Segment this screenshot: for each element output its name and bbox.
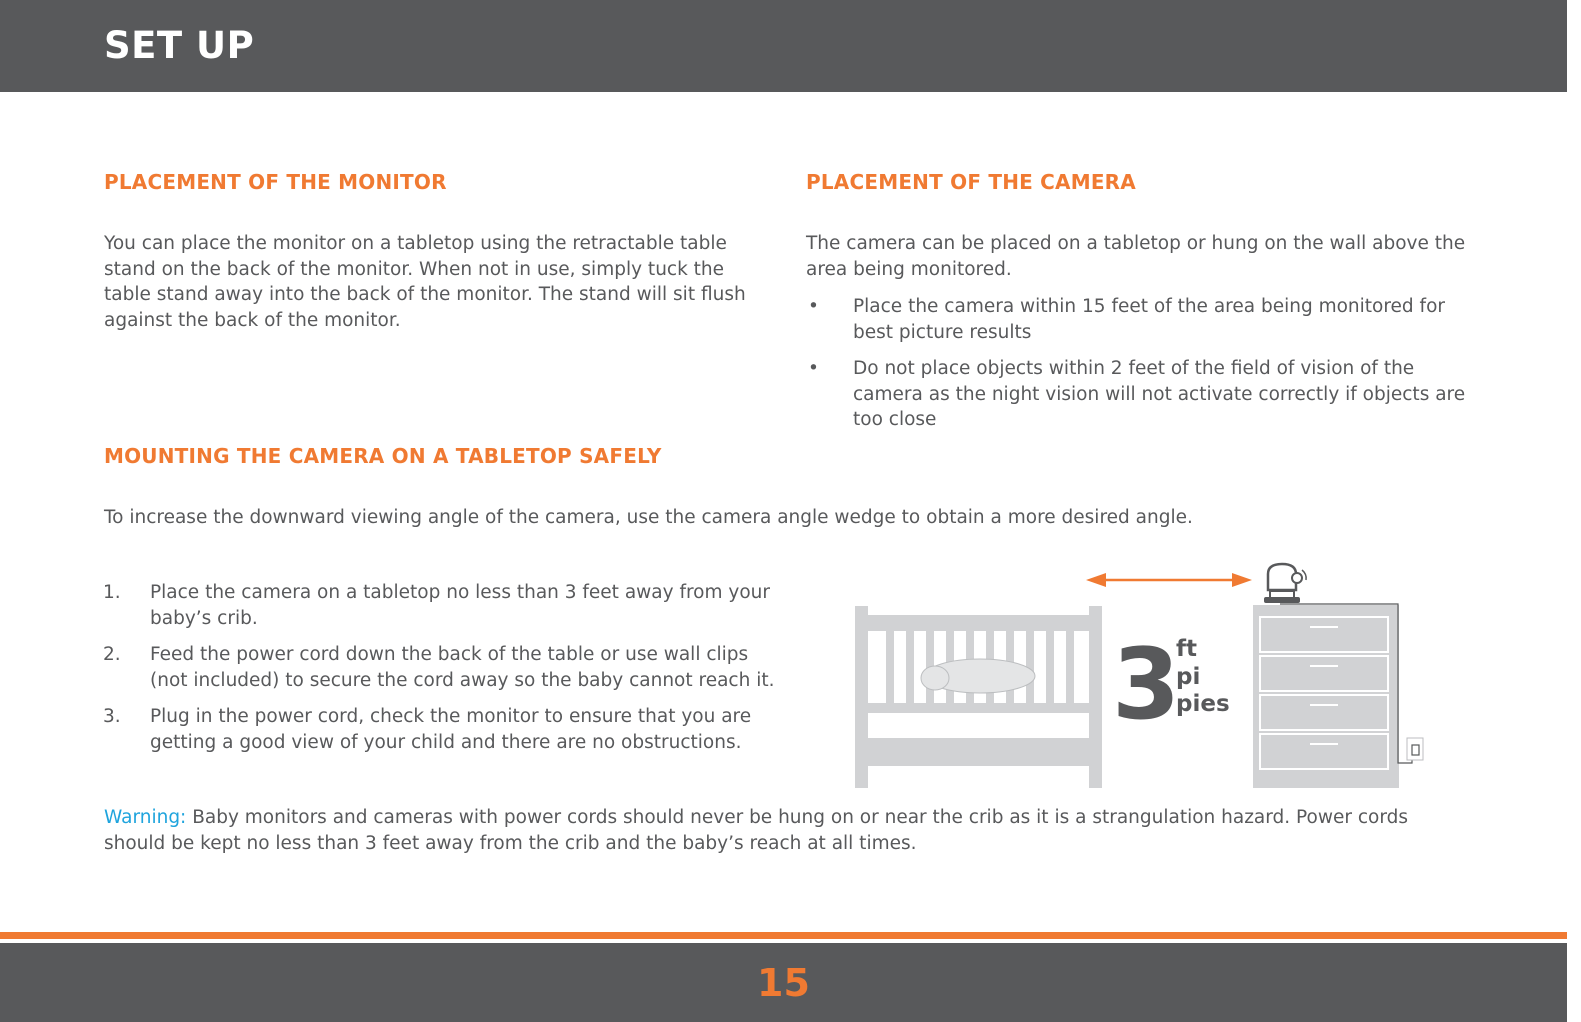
crib-distance-illustration	[850, 560, 1440, 795]
mounting-intro: To increase the downward viewing angle of the camera, use the camera angle wedge to obtain a more desired angle.	[104, 507, 1193, 528]
step-text: Place the camera on a tabletop no less than 3 feet away from your baby’s crib.	[150, 582, 770, 629]
page-number: 15	[757, 961, 810, 1005]
bullet-item	[806, 294, 1466, 345]
monitor-placement-text: You can place the monitor on a tabletop using the retractable table stand on the back of the monitor. When not in use, simply tuck the table stand away into the back of the monitor. The stand will sit flush against the back of the monitor.	[104, 233, 746, 331]
step-item	[103, 580, 783, 631]
camera-icon	[1264, 564, 1306, 603]
step-number: 1.	[103, 582, 121, 603]
page-header	[0, 0, 1567, 92]
step-text: Feed the power cord down the back of the table or use wall clips (not included) to secure the cord away so the baby cannot reach it.	[150, 644, 775, 691]
warning-body: Baby monitors and cameras with power cords should never be hung on or near the crib as it is a strangulation hazard. Power cords should be kept no less than 3 feet away from the crib and the baby’s reach at all times.	[104, 807, 1409, 854]
unit-feet: ft	[1176, 636, 1198, 662]
warning-label: Warning:	[104, 807, 187, 828]
camera-placement-bullets	[806, 294, 1466, 444]
step-number: 2.	[103, 644, 121, 665]
step-number: 3.	[103, 706, 121, 727]
distance-number: 3	[1112, 628, 1181, 742]
bullet-text: Place the camera within 15 feet of the area being monitored for best picture results	[853, 296, 1445, 343]
step-item	[103, 642, 783, 693]
unit-pies: pies	[1176, 691, 1230, 717]
step-item	[103, 704, 783, 755]
crib-icon	[855, 606, 1102, 788]
bullet-item	[806, 356, 1466, 433]
camera-placement-text: The camera can be placed on a tabletop or hung on the wall above the area being monitored.	[806, 233, 1466, 280]
double-arrow-icon	[1086, 573, 1252, 587]
step-text: Plug in the power cord, check the monitor to ensure that you are getting a good view of your child and there are no obstructions.	[150, 706, 752, 753]
mounting-steps	[103, 580, 783, 766]
unit-pieds: pi	[1176, 664, 1201, 690]
footer-accent-rule	[0, 932, 1567, 939]
page-title: SET UP	[104, 24, 255, 67]
camera-placement-heading: PLACEMENT OF THE CAMERA	[806, 170, 1136, 194]
mounting-heading: MOUNTING THE CAMERA ON A TABLETOP SAFELY	[104, 444, 662, 468]
page-footer	[0, 943, 1567, 1022]
bullet-dot-icon: •	[808, 296, 819, 317]
bullet-dot-icon: •	[808, 358, 819, 379]
monitor-placement-heading: PLACEMENT OF THE MONITOR	[104, 170, 447, 194]
dresser-icon	[1253, 605, 1399, 788]
warning-text	[104, 805, 1474, 856]
bullet-text: Do not place objects within 2 feet of the field of vision of the camera as the night vision will not activate correctly if objects are too close	[853, 358, 1466, 430]
